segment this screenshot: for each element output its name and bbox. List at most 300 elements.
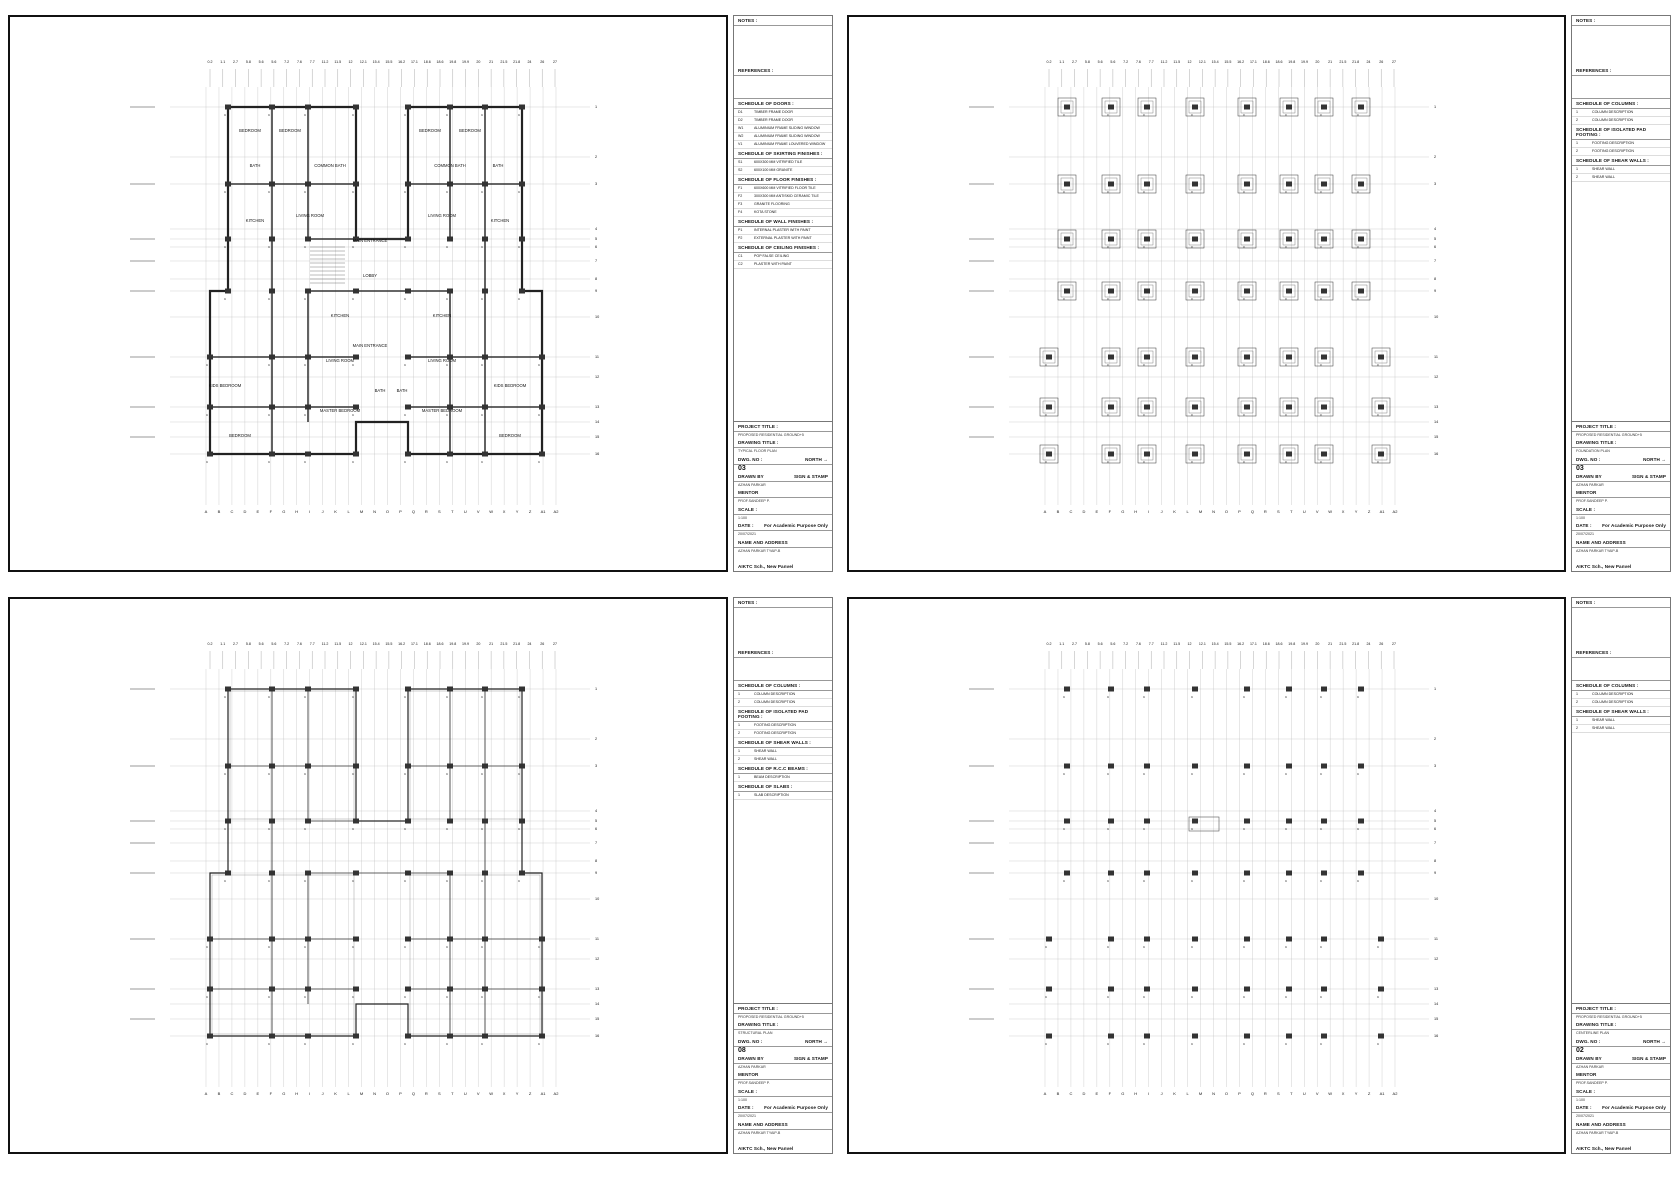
column	[1321, 452, 1327, 457]
grid-label-right: 11	[595, 355, 599, 359]
grid-label-bottom: Y	[515, 509, 519, 514]
column	[447, 687, 453, 692]
room-label: LIVING ROOM	[428, 213, 456, 218]
schedule-title: SCHEDULE OF R.C.C BEAMS :	[734, 764, 832, 774]
drawing-title-label: DRAWING TITLE :	[734, 438, 832, 448]
column-tag: C	[1320, 1042, 1323, 1046]
schedule-row	[734, 756, 832, 764]
column-tag: C	[352, 113, 355, 117]
column	[1192, 1034, 1198, 1039]
grid-label-right: 10	[1434, 897, 1439, 901]
grid-label-bottom: N	[373, 509, 376, 514]
title-block-structural	[733, 597, 833, 1154]
column	[519, 871, 525, 876]
project-title-label: PROJECT TITLE :	[1572, 1004, 1670, 1014]
column	[539, 452, 545, 457]
schedule-description: ALUMINIUM FRAME SLIDING WINDOW	[754, 134, 820, 138]
column	[519, 237, 525, 242]
column	[269, 289, 275, 294]
schedule-row	[1572, 140, 1670, 148]
column-tag: C	[352, 879, 355, 883]
column	[405, 937, 411, 942]
column-tag: C	[1243, 995, 1246, 999]
grid-label-bottom: Y	[1354, 1091, 1358, 1096]
column	[447, 289, 453, 294]
grid-label-top: 7.6	[296, 60, 302, 64]
schedule-row	[734, 699, 832, 707]
schedule-code: 1	[738, 723, 740, 727]
grid-label-top: 21	[489, 60, 494, 64]
column	[207, 405, 213, 410]
dwg-label: DWG. NO :	[738, 456, 763, 462]
column	[1064, 105, 1070, 110]
column	[305, 355, 311, 360]
column-tag: C	[352, 772, 355, 776]
column	[1108, 105, 1114, 110]
column	[1108, 819, 1114, 824]
column-tag: C	[206, 945, 209, 949]
grid-label-right: 12	[1434, 957, 1439, 961]
grid-label-right: 15	[595, 435, 600, 439]
grid-label-bottom: P	[1238, 1091, 1241, 1096]
column-tag: C	[268, 995, 271, 999]
column-tag: C	[1191, 945, 1194, 949]
column-tag: C	[1045, 413, 1048, 417]
references-heading: REFERENCES :	[734, 66, 832, 76]
column	[1064, 289, 1070, 294]
column	[1064, 871, 1070, 876]
schedule-row	[734, 159, 832, 167]
grid-label-right: 11	[595, 937, 599, 941]
date-value: 20/07/2021	[1576, 532, 1594, 536]
grid-label-top: 19.9	[1301, 642, 1309, 646]
schedule-code: 1	[738, 793, 740, 797]
column	[447, 105, 453, 110]
grid-label-bottom: A1	[1379, 509, 1385, 514]
column	[1108, 937, 1114, 942]
grid-label-top: 7.7	[1148, 642, 1154, 646]
column	[207, 937, 213, 942]
column-tag: C	[1191, 363, 1194, 367]
column-tag: C	[1143, 995, 1146, 999]
grid-label-right: 14	[1434, 420, 1439, 424]
grid-label-right: 8	[1434, 859, 1437, 863]
grid-label-right: 8	[595, 859, 598, 863]
schedule-description: FOOTING DESCRIPTION	[754, 731, 796, 735]
column	[1108, 289, 1114, 294]
notes-heading: NOTES :	[1572, 16, 1670, 26]
column	[1321, 1034, 1327, 1039]
column-tag: C	[481, 772, 484, 776]
column	[1108, 452, 1114, 457]
schedule-row	[734, 748, 832, 756]
grid-label-top: 0.2	[1046, 642, 1052, 646]
grid-label-right: 4	[1434, 809, 1437, 813]
grid-label-bottom: C	[230, 1091, 234, 1096]
institute-label: AIKTC Sch., New Panvel	[1576, 1146, 1632, 1151]
column	[1244, 764, 1250, 769]
institute-label: AIKTC Sch., New Panvel	[738, 1146, 794, 1151]
column	[305, 987, 311, 992]
grid-label-bottom: P	[399, 1091, 402, 1096]
column	[405, 289, 411, 294]
grid-label-top: 17.1	[1249, 60, 1257, 64]
grid-label-right: 14	[1434, 1002, 1439, 1006]
column	[1108, 237, 1114, 242]
column-tag: C	[1357, 695, 1360, 699]
column-tag: C	[1285, 879, 1288, 883]
column-tag: C	[352, 413, 355, 417]
grid-label-bottom: A	[1043, 1091, 1047, 1096]
column-tag: C	[304, 695, 307, 699]
column-tag: C	[1191, 1042, 1194, 1046]
references-heading: REFERENCES :	[734, 648, 832, 658]
grid-label-top: 18.6	[436, 642, 444, 646]
schedule-row	[734, 133, 832, 141]
column	[225, 289, 231, 294]
sign-label: SIGN & STAMP	[1631, 1055, 1666, 1061]
grid-label-top: 7.2	[284, 642, 290, 646]
column	[207, 987, 213, 992]
drawing-foundation	[849, 17, 1568, 574]
schedule-title: SCHEDULE OF COLUMNS :	[1572, 99, 1670, 109]
column	[305, 937, 311, 942]
column-tag: C	[1107, 245, 1110, 249]
column-tag: C	[1320, 695, 1323, 699]
room-label: BEDROOM	[459, 128, 481, 133]
column-tag: C	[1107, 945, 1110, 949]
column	[1286, 105, 1292, 110]
grid-label-right: 12	[1434, 375, 1439, 379]
column	[207, 452, 213, 457]
schedule-code: C1	[738, 254, 743, 258]
grid-label-bottom: Q	[411, 509, 415, 514]
column-tag: C	[481, 363, 484, 367]
column	[1144, 819, 1150, 824]
column-tag: C	[304, 772, 307, 776]
grid-label-top: 7.2	[1123, 60, 1129, 64]
grid-label-top: 15.5	[385, 642, 393, 646]
schedule-row	[734, 730, 832, 738]
institute-label: AIKTC Sch., New Panvel	[738, 564, 794, 569]
column-tag: C	[1320, 190, 1323, 194]
schedule-description: FOOTING DESCRIPTION	[1592, 141, 1634, 145]
column	[1358, 289, 1364, 294]
column	[1192, 452, 1198, 457]
grid-label-right: 2	[595, 737, 598, 741]
column-tag: C	[1320, 363, 1323, 367]
grid-label-top: 17.1	[410, 60, 418, 64]
column	[225, 182, 231, 187]
grid-label-bottom: Q	[1250, 509, 1254, 514]
column-tag: C	[404, 695, 407, 699]
room-label: MASTER BEDROOM	[421, 408, 463, 413]
column	[305, 687, 311, 692]
schedule-code: P2	[738, 236, 743, 240]
column-tag: C	[1320, 995, 1323, 999]
schedule-row	[734, 125, 832, 133]
column	[1286, 687, 1292, 692]
column	[447, 871, 453, 876]
north-arrow-icon: NORTH →	[805, 456, 828, 462]
grid-label-bottom: H	[295, 509, 299, 514]
grid-label-top: 12.1	[359, 642, 367, 646]
grid-label-top: 15.5	[385, 60, 393, 64]
column	[519, 105, 525, 110]
column-tag: C	[1285, 460, 1288, 464]
column-tag: C	[481, 879, 484, 883]
grid-label-top: 18.6	[436, 60, 444, 64]
column	[353, 764, 359, 769]
column-tag: C	[206, 363, 209, 367]
column-tag: C	[224, 245, 227, 249]
schedule-title: SCHEDULE OF COLUMNS :	[734, 681, 832, 691]
column	[482, 764, 488, 769]
schedule-description: COLUMN DESCRIPTION	[1592, 692, 1634, 696]
room-label: BATH	[249, 163, 261, 168]
grid-label-top: 12.1	[1198, 60, 1206, 64]
schedule-description: COLUMN DESCRIPTION	[1592, 110, 1634, 114]
schedule-code: D1	[738, 110, 743, 114]
column-tag: C	[1107, 190, 1110, 194]
column-tag: C	[224, 772, 227, 776]
grid-label-bottom: Q	[411, 1091, 415, 1096]
grid-label-bottom: A2	[553, 1091, 559, 1096]
name-address-label: NAME AND ADDRESS	[734, 538, 832, 548]
name-address-value: AZHAN PARKAR TYAIP-B	[738, 1130, 781, 1135]
grid-label-top: 11.2	[321, 60, 329, 64]
column-tag: C	[1191, 827, 1194, 831]
grid-label-right: 8	[1434, 277, 1437, 281]
column-tag: C	[481, 460, 484, 464]
column-tag: C	[1063, 772, 1066, 776]
name-address-label: NAME AND ADDRESS	[734, 1120, 832, 1130]
column-tag: C	[446, 363, 449, 367]
column-tag: C	[1191, 879, 1194, 883]
grid-label-top: 11.5	[334, 60, 342, 64]
column	[482, 819, 488, 824]
grid-label-top: 7.7	[1148, 60, 1154, 64]
grid-label-right: 9	[595, 871, 598, 875]
column	[1358, 182, 1364, 187]
grid-label-right: 16	[1434, 452, 1439, 456]
grid-label-top: 0.2	[207, 642, 213, 646]
room-label: BATH	[396, 388, 408, 393]
column	[1244, 687, 1250, 692]
column-tag: C	[1107, 297, 1110, 301]
grid-label-top: 20	[1315, 60, 1320, 64]
date-row	[1572, 521, 1670, 531]
grid-label-right: 12	[595, 375, 600, 379]
grid-label-right: 2	[1434, 155, 1437, 159]
column	[447, 182, 453, 187]
column-tag: C	[1045, 363, 1048, 367]
column	[353, 452, 359, 457]
grid-label-top: 17.1	[1249, 642, 1257, 646]
grid-label-top: 18.6	[423, 60, 431, 64]
column-tag: C	[224, 695, 227, 699]
grid-label-right: 15	[1434, 435, 1439, 439]
schedule-code: F3	[738, 202, 743, 206]
column-tag: C	[404, 827, 407, 831]
column-tag: C	[1357, 772, 1360, 776]
schedule-title: SCHEDULE OF SHEAR WALLS :	[734, 738, 832, 748]
column	[1192, 182, 1198, 187]
grid-label-top: 19.8	[449, 60, 457, 64]
column	[482, 1034, 488, 1039]
column	[482, 937, 488, 942]
grid-label-right: 3	[595, 182, 598, 186]
grid-label-bottom: U	[463, 1091, 467, 1096]
grid-label-top: 0.2	[207, 60, 213, 64]
room-label: BEDROOM	[419, 128, 441, 133]
grid-label-top: 21.8	[513, 642, 521, 646]
date-value: 20/07/2021	[738, 1114, 756, 1118]
column	[1046, 1034, 1052, 1039]
schedule-row	[1572, 717, 1670, 725]
column-tag: C	[352, 190, 355, 194]
grid-label-bottom: F	[269, 509, 273, 514]
grid-label-right: 9	[1434, 871, 1437, 875]
grid-label-bottom: W	[1328, 509, 1333, 514]
column-tag: C	[206, 460, 209, 464]
column-tag: C	[481, 190, 484, 194]
grid-label-top: 7.7	[309, 60, 315, 64]
column-tag: C	[1377, 413, 1380, 417]
column	[405, 405, 411, 410]
title-block-foundation	[1571, 15, 1671, 572]
schedule-code: S2	[738, 168, 743, 172]
drawn-by-value: AZHAN PARKAR	[1576, 1064, 1604, 1069]
room-label: LOBBY	[363, 273, 377, 278]
column	[353, 819, 359, 824]
column	[1321, 355, 1327, 360]
column	[1378, 452, 1384, 457]
grid-label-top: 21.8	[513, 60, 521, 64]
column-tag: C	[1285, 995, 1288, 999]
column	[1321, 182, 1327, 187]
column	[1192, 987, 1198, 992]
grid-label-top: 26	[1379, 642, 1384, 646]
column	[405, 237, 411, 242]
notes-block	[734, 608, 832, 648]
references-block	[734, 76, 832, 99]
schedule-code: 1	[1576, 110, 1578, 114]
schedule-description: ALUMINIUM FRAME LOUVERED WINDOW	[754, 142, 826, 146]
drawing-title-label: DRAWING TITLE :	[734, 1020, 832, 1030]
column	[447, 237, 453, 242]
column-tag: C	[538, 995, 541, 999]
project-title-value: PROPOSED RESIDENTIAL GROUND+5	[738, 1014, 804, 1019]
dwg-row	[734, 455, 832, 465]
grid-label-bottom: H	[1134, 1091, 1138, 1096]
column-tag: C	[1045, 460, 1048, 464]
grid-label-top: 16.2	[398, 60, 406, 64]
schedule-code: 1	[1576, 692, 1578, 696]
grid-label-bottom: Y	[1354, 509, 1358, 514]
drawing-title-label: DRAWING TITLE :	[1572, 1020, 1670, 1030]
column-tag: C	[404, 113, 407, 117]
column-tag: C	[1045, 995, 1048, 999]
grid-label-right: 1	[595, 105, 598, 109]
column	[1244, 182, 1250, 187]
schedule-row	[1572, 691, 1670, 699]
room-label: MAIN ENTRANCE	[352, 238, 388, 243]
schedule-description: KOTA STONE	[754, 210, 777, 214]
schedule-code: D2	[738, 118, 743, 122]
drawn-by-row	[1572, 472, 1670, 482]
column	[1144, 405, 1150, 410]
grid-label-right: 7	[595, 841, 598, 845]
column-tag: C	[224, 879, 227, 883]
grid-label-top: 5.6	[1097, 60, 1103, 64]
grid-label-bottom: B	[217, 1091, 221, 1096]
grid-label-bottom: E	[256, 509, 260, 514]
north-arrow-icon: NORTH →	[805, 1038, 828, 1044]
column-tag: C	[481, 245, 484, 249]
column	[482, 452, 488, 457]
schedule-code: 1	[738, 692, 740, 696]
grid-label-right: 5	[595, 237, 598, 241]
room-label: LIVING ROOM	[428, 358, 456, 363]
grid-label-bottom: I	[309, 509, 311, 514]
column	[353, 105, 359, 110]
column	[1192, 405, 1198, 410]
grid-label-bottom: J	[1160, 509, 1163, 514]
grid-label-top: 15.5	[1224, 60, 1232, 64]
grid-label-bottom: X	[502, 1091, 506, 1096]
schedule-title: SCHEDULE OF ISOLATED PAD FOOTING :	[1572, 125, 1670, 140]
grid-label-right: 1	[1434, 105, 1437, 109]
grid-label-bottom: A2	[1392, 1091, 1398, 1096]
column-tag: C	[1107, 1042, 1110, 1046]
column	[1358, 871, 1364, 876]
grid-label-bottom: C	[1069, 1091, 1073, 1096]
column-tag: C	[446, 945, 449, 949]
grid-label-top: 2.7	[1072, 642, 1078, 646]
column-tag: C	[1107, 879, 1110, 883]
title-block-spacer	[1572, 733, 1670, 1003]
mentor-value: PROF.SANDEEP P.	[1576, 1081, 1608, 1085]
scale-label: SCALE :	[1572, 1087, 1670, 1097]
grid-label-top: 18.6	[423, 642, 431, 646]
column-tag: C	[304, 297, 307, 301]
column	[225, 105, 231, 110]
grid-label-bottom: U	[1302, 509, 1306, 514]
grid-label-right: 5	[1434, 237, 1437, 241]
room-label: BEDROOM	[279, 128, 301, 133]
schedule-row	[734, 167, 832, 175]
column-tag: C	[1143, 460, 1146, 464]
column	[1144, 687, 1150, 692]
column	[305, 1034, 311, 1039]
dwg-label: DWG. NO :	[738, 1038, 763, 1044]
grid-label-bottom: G	[282, 1091, 286, 1096]
column	[353, 182, 359, 187]
grid-label-top: 7.7	[309, 642, 315, 646]
mentor-label: MENTOR	[734, 1070, 832, 1080]
schedule-row	[734, 117, 832, 125]
schedule-description: COLUMN DESCRIPTION	[1592, 118, 1634, 122]
column	[1378, 405, 1384, 410]
exterior-wall	[210, 107, 542, 454]
column	[1321, 105, 1327, 110]
schedule-row	[1572, 117, 1670, 125]
column	[447, 937, 453, 942]
column-tag: C	[1243, 879, 1246, 883]
column	[1108, 1034, 1114, 1039]
grid-label-right: 13	[595, 405, 600, 409]
